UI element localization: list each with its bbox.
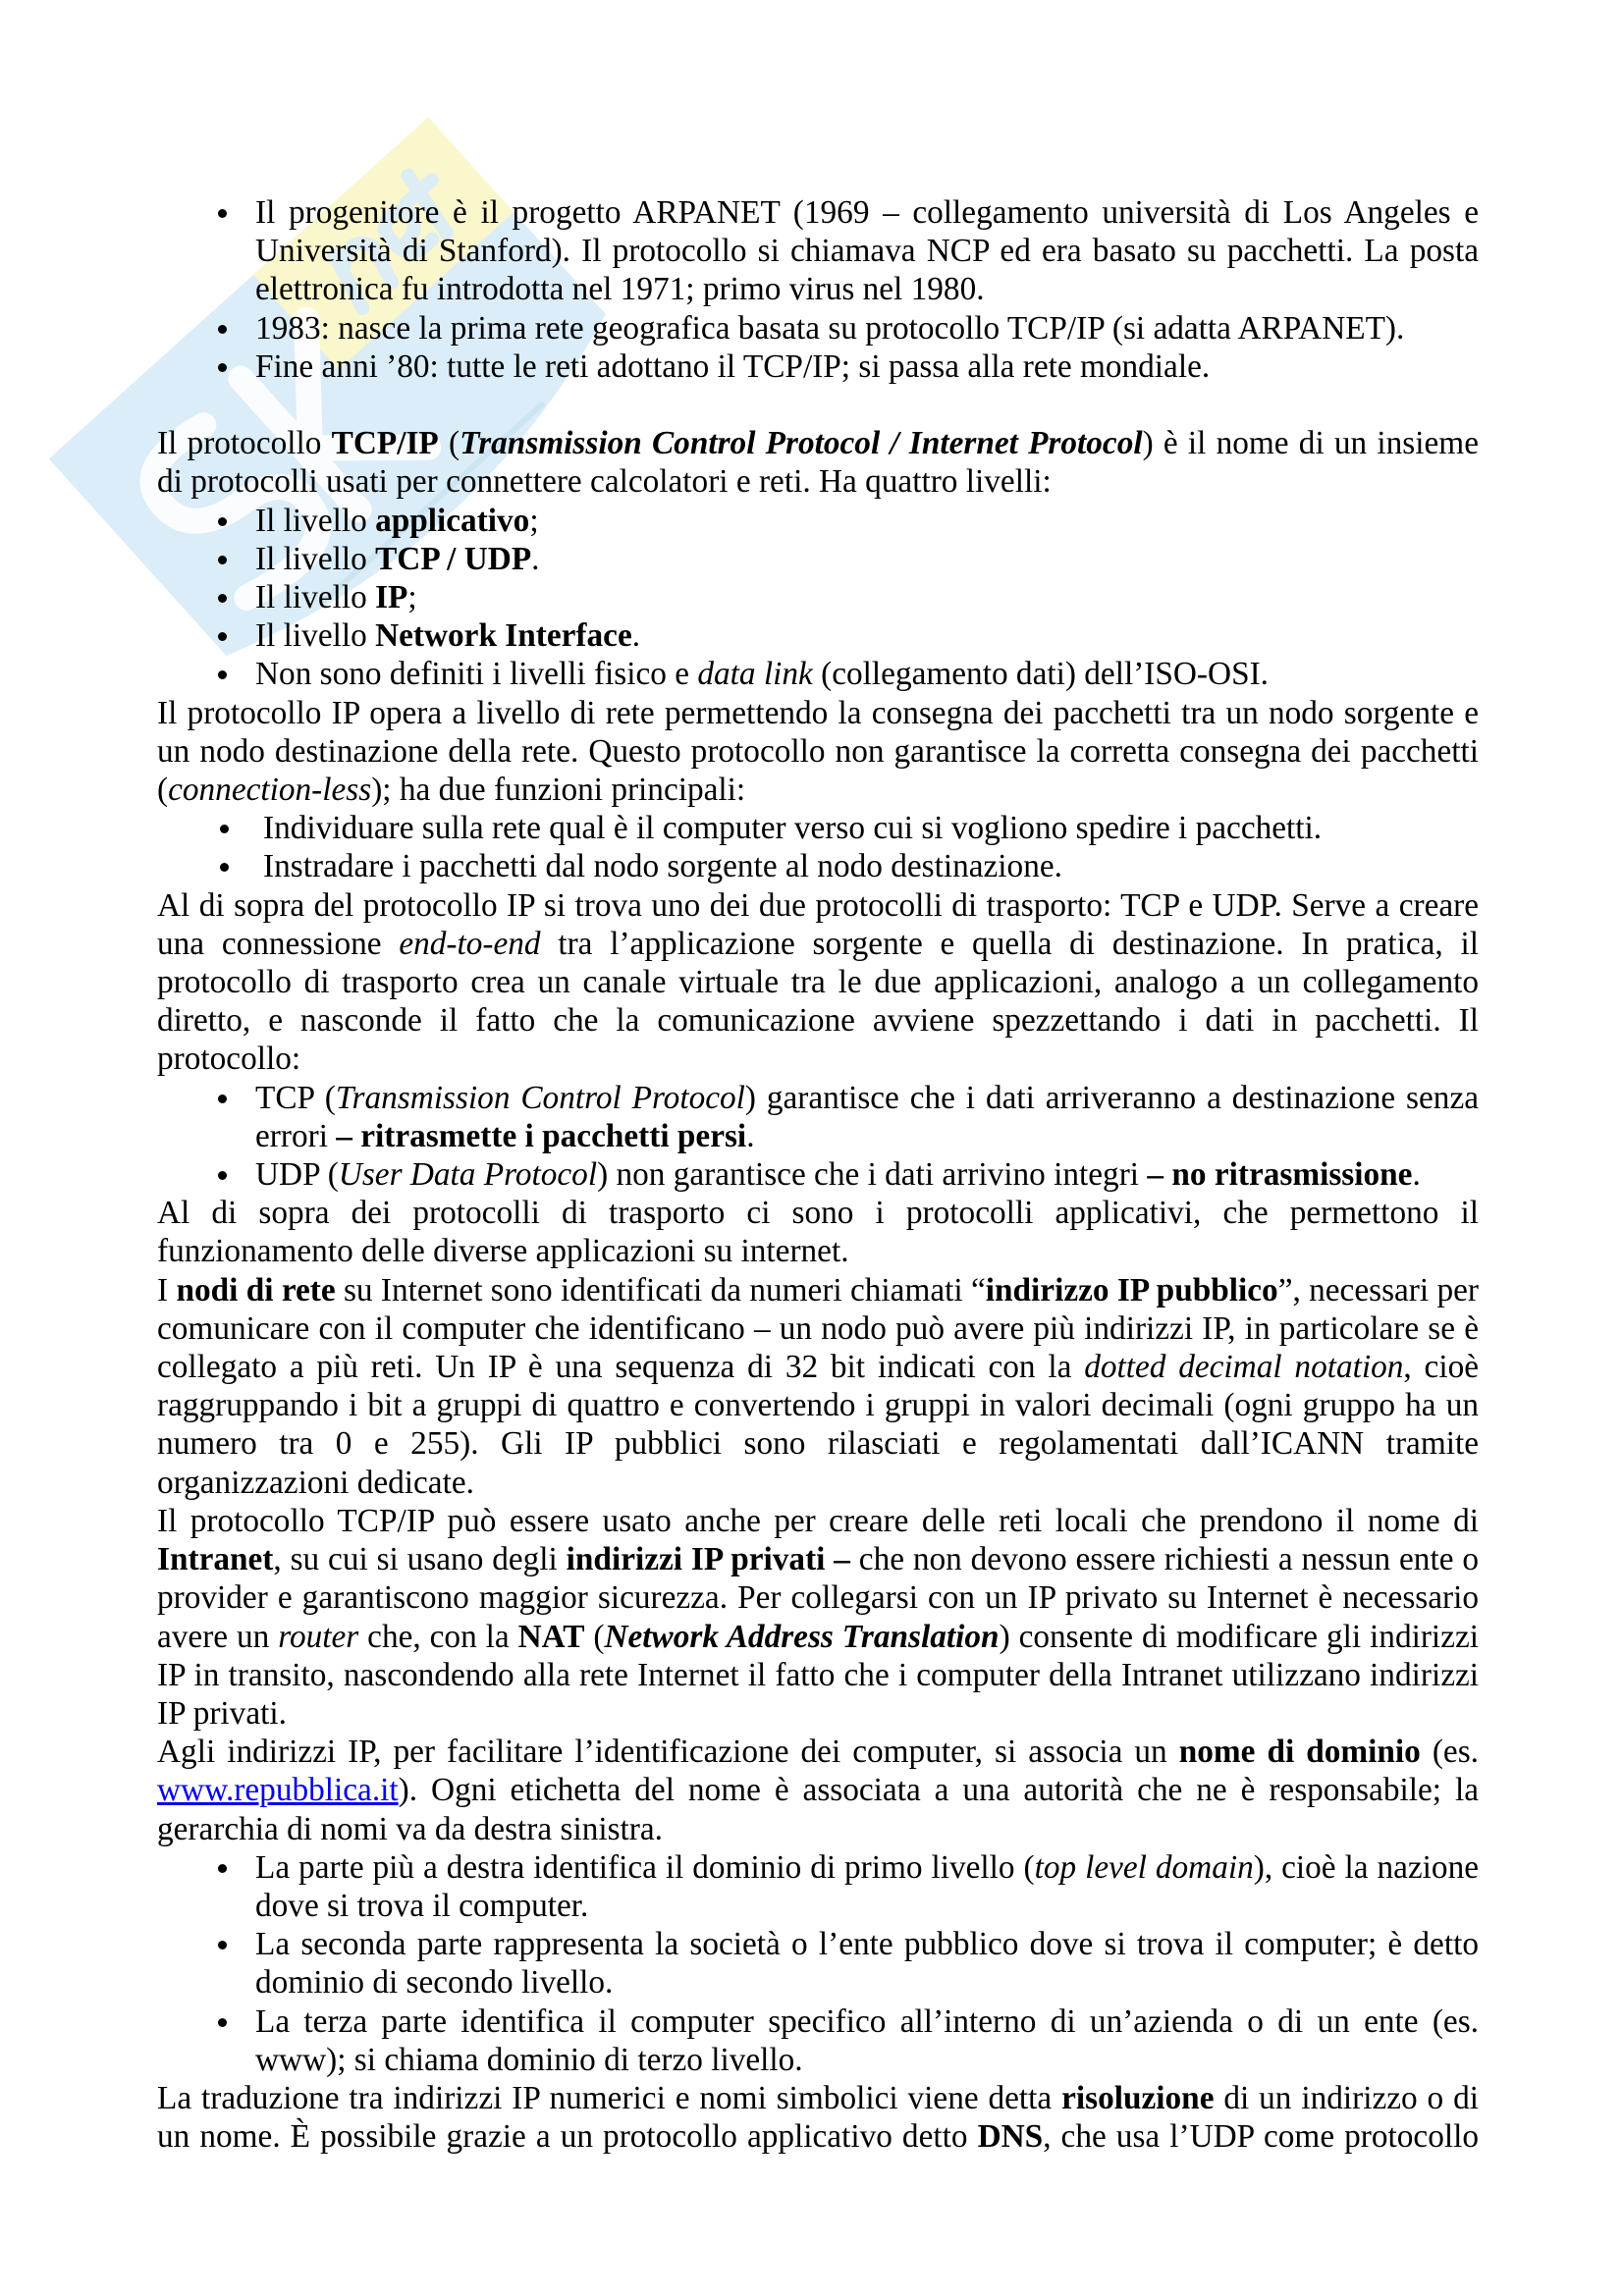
text-run: NAT <box>517 1618 585 1655</box>
text-run: – ritrasmette i pacchetti persi <box>336 1117 747 1154</box>
text-run: Agli indirizzi IP, per facilitare l’identificazione dei computer, si associa un <box>157 1734 1179 1771</box>
text-run: ) è il nome di un insieme di protocolli usati per connettere calcolatori e reti. Ha quattro livelli: <box>157 425 1479 501</box>
text-run: nodi di rete <box>176 1271 336 1308</box>
text-run: Network Address Translation <box>604 1618 1000 1655</box>
text-run: che, con la <box>358 1618 518 1655</box>
text-run: La traduzione tra indirizzi IP numerici e nomi simbolici viene detta <box>157 2079 1062 2116</box>
paragraph <box>157 424 1479 501</box>
text-run: risoluzione <box>1061 2079 1215 2116</box>
text-run: Il protocollo TCP/IP può essere usato anche per creare delle reti locali che prendono il nome di <box>157 1502 1479 1539</box>
list-item <box>157 309 1479 347</box>
text-run: ); ha due funzioni principali: <box>371 772 746 809</box>
text-run: La parte più a destra identifica il dominio di primo livello ( <box>255 1848 1035 1886</box>
list-item <box>157 2002 1479 2079</box>
text-run: nome di dominio <box>1178 1734 1421 1771</box>
text-run: TCP / UDP <box>375 540 532 577</box>
text-run: indirizzi IP privati – <box>566 1541 850 1578</box>
text-run: (es. <box>1420 1734 1479 1771</box>
bullet-list <box>157 193 1479 386</box>
text-run: ( <box>584 1618 605 1655</box>
text-run: . <box>746 1117 755 1154</box>
text-run: di un indirizzo o di un nome. È possibile grazie a un protocollo applicativo detto <box>157 2079 1479 2156</box>
blank-line <box>157 386 1479 424</box>
text-run: che non devono essere richiesti a nessun ente o provider e garantiscono maggior sicurezza. Per collegarsi con un IP privato su Internet è necessario avere un <box>157 1541 1479 1655</box>
list-item <box>157 347 1479 386</box>
list-item <box>157 616 1479 655</box>
paragraph <box>157 1194 1479 1270</box>
list-item <box>157 655 1479 693</box>
list-item <box>157 1925 1479 2002</box>
text-run: Transmission Control Protocol <box>335 1079 745 1116</box>
list-item <box>157 847 1479 885</box>
text-run: tra l’applicazione sorgente e quella di destinazione. In pratica, il protocollo di trasporto crea un canale virtuale tra le due applicazioni, analogo a un collegamento diretto, e nasconde il fatto che la comunicazione avviene spezzettando i dati in pacchetti. Il protocollo: <box>157 925 1479 1078</box>
text-run: Individuare sulla rete qual è il computer verso cui si vogliono spedire i pacchetti. <box>263 810 1323 847</box>
text-run: . <box>531 540 540 577</box>
paragraph <box>157 2079 1479 2156</box>
text-run: TCP ( <box>255 1079 336 1116</box>
text-run: applicativo <box>375 502 530 539</box>
bullet-list <box>157 502 1479 694</box>
list-item <box>157 1848 1479 1925</box>
bullet-list <box>157 1848 1479 2079</box>
text-run: ) consente di modificare gli indirizzi IP in transito, nascondendo alla rete Internet il fatto che i computer della Intranet utilizzano indirizzi IP privati. <box>157 1618 1479 1732</box>
text-run: Fine anni ’80: tutte le reti adottano il TCP/IP; si passa alla rete mondiale. <box>255 347 1211 385</box>
link-repubblica[interactable]: www.repubblica.it <box>157 1772 399 1809</box>
text-run: dotted decimal notation <box>1084 1349 1404 1386</box>
bullet-list <box>157 1079 1479 1195</box>
text-run: Instradare i pacchetti dal nodo sorgente al nodo destinazione. <box>263 848 1062 885</box>
text-run: ) non garantisce che i dati arrivino integri <box>597 1156 1148 1194</box>
list-item <box>157 809 1479 847</box>
text-run: TCP/IP <box>331 425 439 462</box>
text-run: . <box>631 617 641 655</box>
list-item <box>157 540 1479 578</box>
text-run: Il livello <box>255 617 376 655</box>
text-run: Il progenitore è il progetto ARPANET (1969 – collegamento università di Los Angeles e Università di Stanford). Il protocollo si chiamava NCP ed era basato su pacchetti. La posta elettronica fu introdotta nel 1971; primo virus nel 1980. <box>255 194 1479 308</box>
text-run: La terza parte identifica il computer specifico all’interno di un’azienda o di un ente (es. www); si chiama dominio di terzo livello. <box>255 2002 1479 2078</box>
text-run: router <box>278 1618 359 1655</box>
text-run: Network Interface <box>375 617 632 655</box>
text-run: Il livello <box>255 579 376 616</box>
text-run: (collegamento dati) dell’ISO-OSI. <box>812 656 1270 693</box>
text-run: , che usa l’UDP come protocollo <box>1043 2118 1480 2156</box>
text-run: ; <box>529 502 539 539</box>
text-run: ( <box>438 425 460 462</box>
text-run: La seconda parte rappresenta la società o l’ente pubblico dove si trova il computer; è detto dominio di secondo livello. <box>255 1926 1479 2002</box>
text-run: su Internet sono identificati da numeri chiamati “ <box>335 1271 986 1308</box>
text-run: ) garantisce che i dati arriveranno a destinazione senza errori <box>255 1079 1479 1154</box>
list-item <box>157 502 1479 540</box>
text-run: Il protocollo IP opera a livello di rete permettendo la consegna dei pacchetti tra un nodo sorgente e un nodo destinazione della rete. Questo protocollo non garantisce la corretta consegna dei pacchetti ( <box>157 694 1479 809</box>
text-run: User Data Protocol <box>338 1156 598 1194</box>
paragraph <box>157 1271 1479 1502</box>
text-run: connection-less <box>168 772 372 809</box>
text-run: ), cioè la nazione dove si trova il computer. <box>255 1848 1480 1924</box>
text-run: , cioè raggruppando i bit a gruppi di quattro e convertendo i gruppi in valori decimali (ogni gruppo ha un numero tra 0 e 255). Gli IP pubblici sono rilasciati e regolamentati dall’ICANN tramite organizzazioni dedicate. <box>157 1349 1479 1501</box>
text-run: Il livello <box>255 502 376 539</box>
text-run: ; <box>407 579 417 616</box>
text-run: Il protocollo <box>157 425 332 462</box>
text-run: Al di sopra dei protocolli di trasporto ci sono i protocolli applicativi, che permettono il funzionamento delle diverse applicazioni su internet. <box>157 1195 1479 1270</box>
text-run: end-to-end <box>399 925 541 962</box>
text-run: I <box>157 1271 177 1308</box>
paragraph <box>157 1502 1479 1733</box>
text-run: indirizzo IP pubblico <box>985 1271 1278 1308</box>
text-run: 1983: nasce la prima rete geografica basata su protocollo TCP/IP (si adatta ARPANET). <box>255 309 1405 347</box>
list-item <box>157 578 1479 616</box>
paragraph <box>157 694 1479 810</box>
text-run: IP <box>375 579 408 616</box>
text-run: ”, necessari per comunicare con il computer che identificano – un nodo può avere più indirizzi IP, in particolare se è collegato a più reti. Un IP è una sequenza di 32 bit indicati con la <box>157 1271 1479 1386</box>
text-run: top level domain <box>1034 1848 1254 1886</box>
list-item <box>157 1155 1479 1194</box>
text-run: Al di sopra del protocollo IP si trova uno dei due protocolli di trasporto: TCP e UDP. Serve a creare una connessione <box>157 886 1479 962</box>
text-run: Il livello <box>255 540 376 577</box>
text-run: Non sono definiti i livelli fisico e <box>255 656 698 693</box>
paragraph <box>157 1733 1479 1848</box>
text-run: data link <box>697 656 813 693</box>
text-run: . <box>1412 1156 1421 1194</box>
text-run: – no ritrasmissione <box>1147 1156 1413 1194</box>
text-run: , su cui si usano degli <box>273 1541 567 1578</box>
text-run: ). Ogni etichetta del nome è associata a una autorità che ne è responsabile; la gerarchia di nomi va da destra sinistra. <box>157 1772 1479 1847</box>
list-item <box>157 193 1479 309</box>
bullet-list <box>157 809 1479 885</box>
document-page <box>157 193 1479 2156</box>
text-run: Transmission Control Protocol / Internet Protocol <box>460 425 1143 462</box>
list-item <box>157 1079 1479 1155</box>
text-run: DNS <box>977 2118 1044 2156</box>
paragraph <box>157 886 1479 1079</box>
text-run: Intranet <box>157 1541 274 1578</box>
text-run: UDP ( <box>255 1156 339 1194</box>
